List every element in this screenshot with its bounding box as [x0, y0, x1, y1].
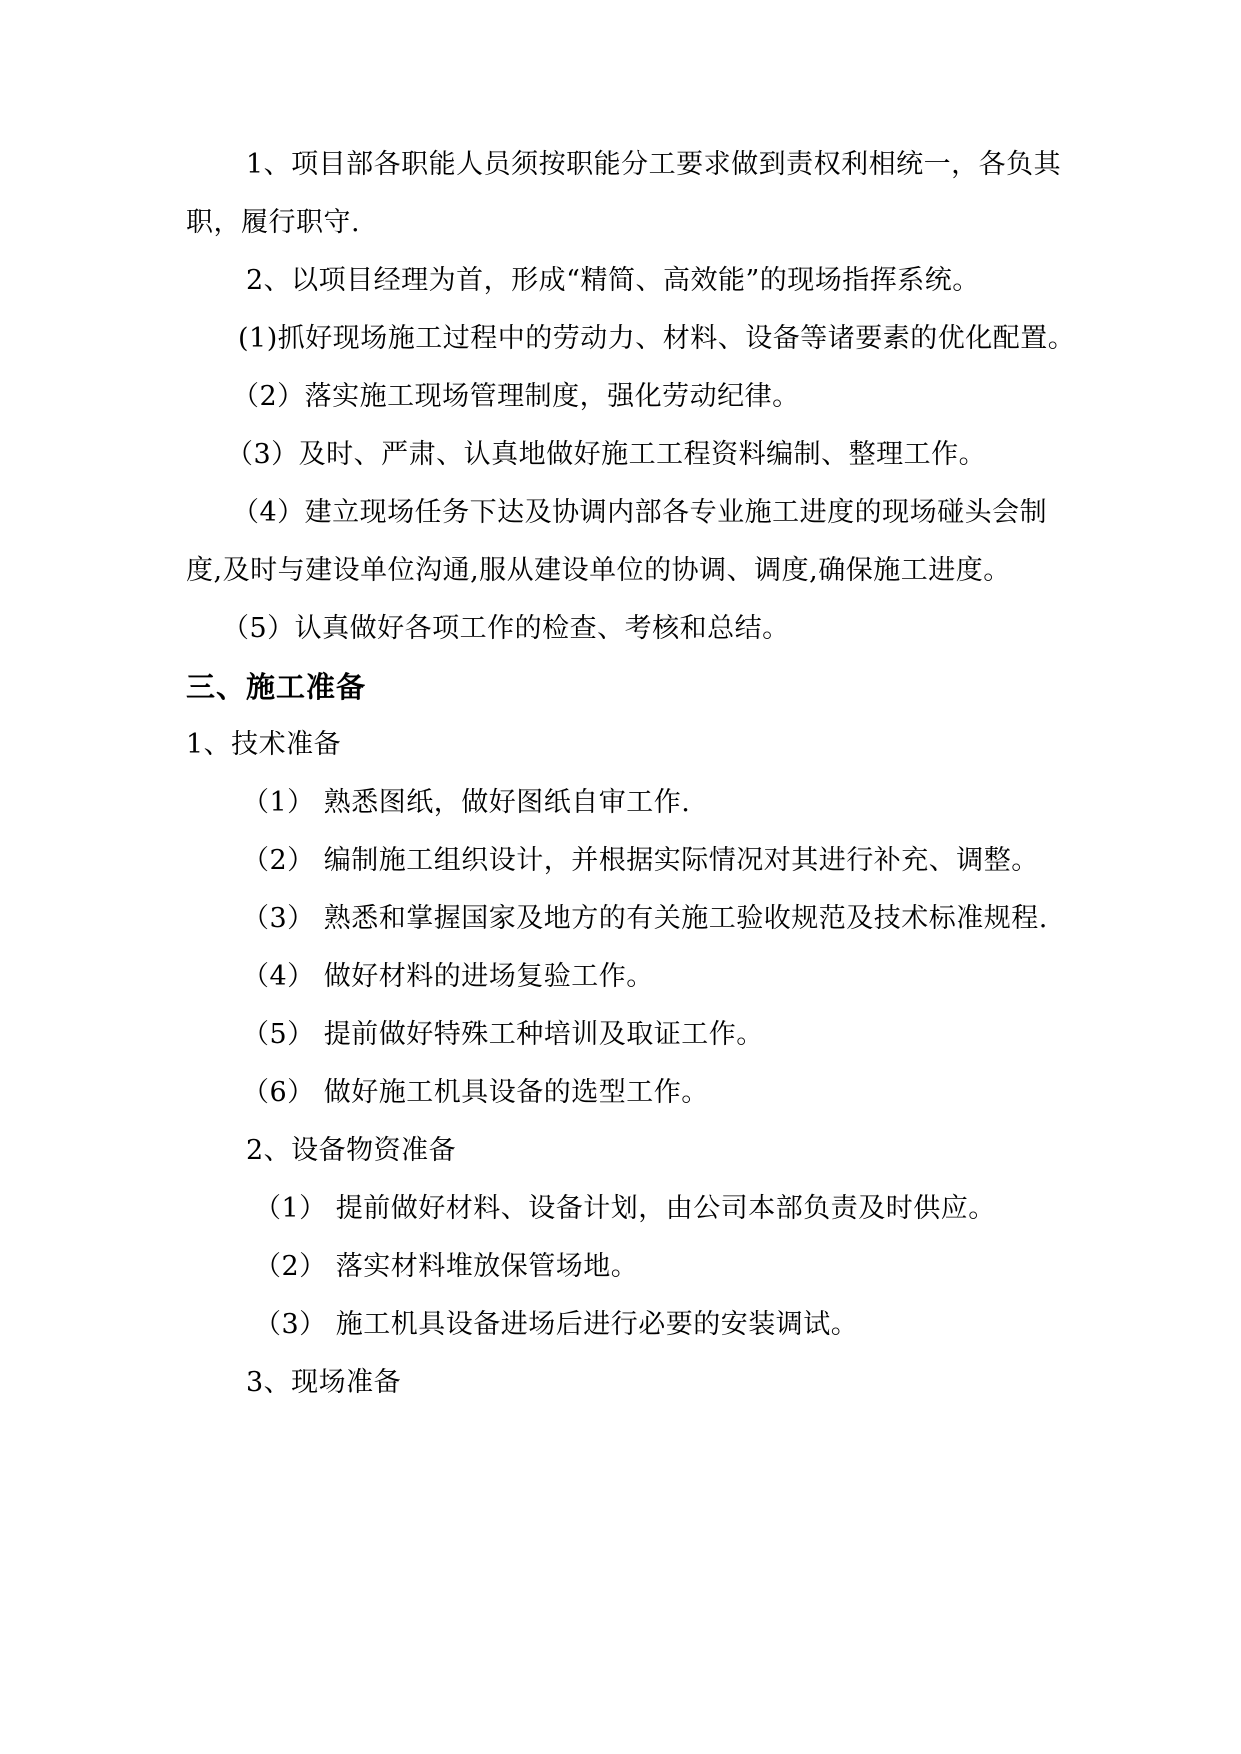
subsection-3-title: 3、现场准备 [246, 1367, 402, 1398]
subsection-1-item: （4） 做好材料的进场复验工作。 [242, 961, 654, 992]
subsection-2-title: 2、设备物资准备 [246, 1135, 457, 1166]
subsection-1-item: （2） 编制施工组织设计，并根据实际情况对其进行补充、调整。 [242, 845, 1039, 876]
subsection-1-item: （5） 提前做好特殊工种培训及取证工作。 [242, 1019, 764, 1050]
paragraph-1-line-2: 职，履行职守. [186, 207, 361, 238]
subsection-2-item: （1） 提前做好材料、设备计划，由公司本部负责及时供应。 [254, 1193, 996, 1224]
paragraph-2: 2、以项目经理为首，形成“精简、高效能”的现场指挥系统。 [246, 265, 980, 296]
paragraph-2-item-2: （2）落实施工现场管理制度，强化劳动纪律。 [232, 381, 800, 412]
paragraph-2-item-4-line-2: 度,及时与建设单位沟通,服从建设单位的协调、调度,确保施工进度。 [186, 555, 1011, 586]
paragraph-1-line-1: 1、项目部各职能人员须按职能分工要求做到责权利相统一，各负其 [246, 149, 1062, 180]
section-heading: 三、施工准备 [186, 670, 367, 704]
subsection-2-item: （2） 落实材料堆放保管场地。 [254, 1251, 639, 1282]
subsection-1-item: （1） 熟悉图纸，做好图纸自审工作. [242, 787, 691, 818]
paragraph-2-item-4-line-1: （4）建立现场任务下达及协调内部各专业施工进度的现场碰头会制 [232, 497, 1048, 528]
subsection-1-title: 1、技术准备 [186, 729, 342, 760]
subsection-1-item: （3） 熟悉和掌握国家及地方的有关施工验收规范及技术标准规程. [242, 903, 1048, 934]
paragraph-2-item-5: （5）认真做好各项工作的检查、考核和总结。 [222, 613, 790, 644]
subsection-2-item: （3） 施工机具设备进场后进行必要的安装调试。 [254, 1309, 859, 1340]
subsection-1-item: （6） 做好施工机具设备的选型工作。 [242, 1077, 709, 1108]
paragraph-2-item-3: （3）及时、严肃、认真地做好施工工程资料编制、整理工作。 [226, 439, 987, 470]
paragraph-2-item-1: (1)抓好现场施工过程中的劳动力、材料、设备等诸要素的优化配置。 [238, 323, 1076, 354]
